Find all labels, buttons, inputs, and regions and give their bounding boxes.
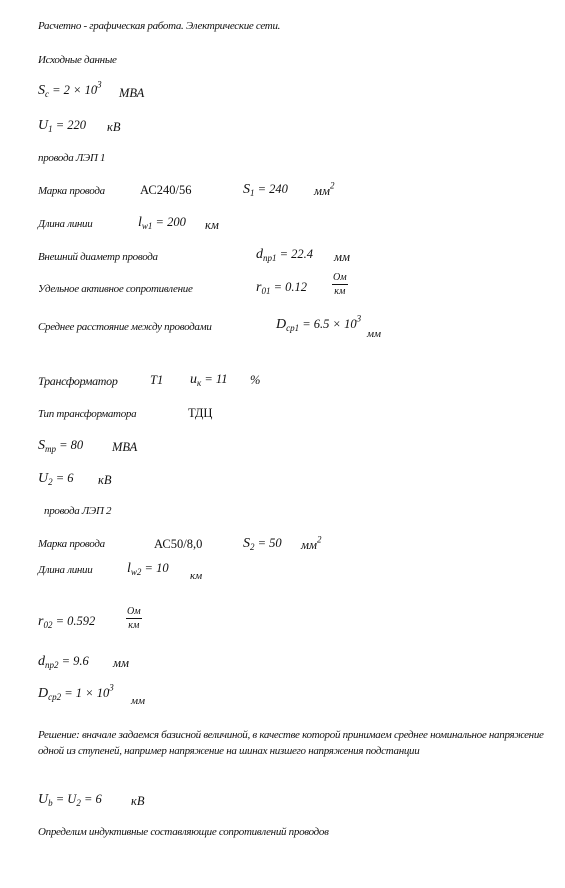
- unit-s2: $мм^2$: [301, 534, 322, 552]
- formula-s1: $S_1 = 240$: [243, 182, 288, 199]
- formula-uk: $u_к = 11$: [190, 372, 228, 389]
- initial-data-heading: Исходные данные: [38, 54, 117, 66]
- unit-dcp1: мм: [367, 328, 382, 340]
- solution-paragraph: Решение: вначале задаемся базисной величиной, в качестве которой принимаем среднее номинальное напряжение одной из ступеней, например напряжение на шинах низшего напряжения подстанции: [38, 729, 544, 757]
- unit-ub: кВ: [131, 794, 145, 808]
- length-label-2: Длина линии: [38, 564, 93, 576]
- formula-r01: $r_{01} = 0.12$: [256, 280, 308, 297]
- formula-s2: $S_2 = 50$: [243, 536, 282, 553]
- formula-u2: $U_2 = 6$: [38, 471, 74, 488]
- diameter-label-1: Внешний диаметр провода: [38, 251, 158, 263]
- unit-dpr1: мм: [334, 250, 350, 264]
- length-label-1: Длина линии: [38, 218, 93, 230]
- unit-r02: Ом км: [127, 606, 141, 631]
- formula-u1: $U_1 = 220$: [38, 118, 87, 135]
- transformer-label: Трансформатор: [38, 374, 118, 388]
- unit-u2: кВ: [98, 473, 112, 487]
- distance-label-1: Среднее расстояние между проводами: [38, 321, 212, 333]
- document-title: Расчетно - графическая работа. Электрические сети.: [38, 20, 281, 32]
- wire-mark-label-2: Марка провода: [38, 538, 105, 550]
- unit-r01: Ом км: [333, 272, 347, 297]
- formula-ub: $U_b = U_2 = 6$: [38, 792, 102, 809]
- unit-lw1: км: [205, 218, 219, 232]
- formula-dpr1: $d_{пр1} = 22.4$: [256, 247, 314, 264]
- formula-lw2: $l_{w2} = 10$: [127, 561, 169, 578]
- formula-r02: $r_{02} = 0.592$: [38, 614, 96, 631]
- formula-dcp2: $D_{ср2} = 1 \times 10^3$: [38, 682, 114, 703]
- footer-text: Определим индуктивные составляющие сопротивлений проводов: [38, 826, 329, 838]
- formula-lw1: $l_{w1} = 200$: [138, 215, 186, 232]
- unit-lw2: км: [190, 570, 203, 582]
- transformer-name: T1: [150, 373, 164, 387]
- unit-dcp2: мм: [131, 695, 146, 707]
- wire-mark-value-2: АС50/8,0: [154, 537, 203, 551]
- transformer-type-value: ТДЦ: [188, 406, 213, 420]
- resistance-label-1: Удельное активное сопротивление: [38, 283, 193, 295]
- transformer-type-label: Тип трансформатора: [38, 408, 137, 420]
- formula-sc: $S_c = 2 \times 10^3$: [38, 79, 102, 100]
- line2-heading: провода ЛЭП 2: [44, 505, 112, 517]
- wire-mark-value-1: АС240/56: [140, 183, 192, 197]
- line1-heading: провода ЛЭП 1: [38, 152, 106, 164]
- formula-dpr2: $d_{пр2} = 9.6$: [38, 654, 89, 671]
- unit-sc: МВА: [119, 86, 145, 100]
- wire-mark-label-1: Марка провода: [38, 185, 105, 197]
- formula-str: $S_{тр} = 80$: [38, 438, 84, 455]
- unit-uk: %: [250, 373, 261, 387]
- formula-dcp1: $D_{ср1} = 6.5 \times 10^3$: [276, 313, 362, 334]
- unit-s1: $мм^2$: [314, 180, 335, 198]
- unit-dpr2: мм: [113, 656, 129, 670]
- unit-str: МВА: [112, 440, 138, 454]
- unit-u1: кВ: [107, 120, 121, 134]
